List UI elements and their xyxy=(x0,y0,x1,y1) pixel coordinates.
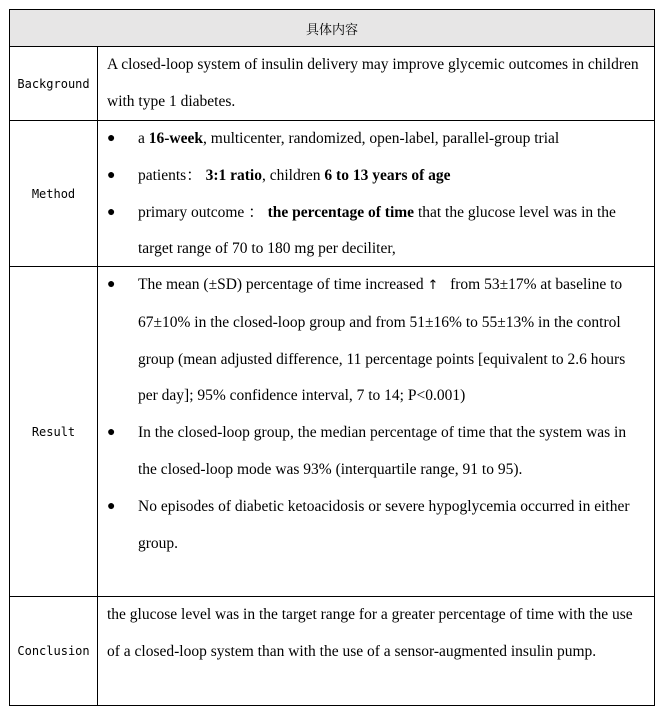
list-item: ● In the closed-loop group, the median percentage of time that the system was in the closed-loop mode was 93% (interquartile range, 91 to 95). xyxy=(107,415,646,489)
bullet-icon: ● xyxy=(107,425,116,441)
list-item: ● primary outcome ： the percentage of time that the glucose level was in the target range of 70 to 180 mg per deciliter, xyxy=(107,195,646,269)
row-conclusion xyxy=(10,597,654,705)
row-method xyxy=(10,121,654,267)
row-result xyxy=(10,267,654,597)
result-content xyxy=(98,267,654,596)
bullet-icon: ● xyxy=(107,277,116,292)
bullet-icon: ● xyxy=(107,498,116,514)
list-item: ● No episodes of diabetic ketoacidosis or severe hypoglycemia occurred in either group. xyxy=(107,489,646,563)
bullet-icon: ● xyxy=(107,167,116,183)
background-text: A closed-loop system of insulin delivery may improve glycemic outcomes in children with type 1 diabetes. xyxy=(107,56,639,110)
list-item: ● The mean (±SD) percentage of time increased ↑ from 53±17% at baseline to 67±10% in the closed-loop group and from 51±16% to 55±13% in the control group (mean adjusted difference, 11 percentage points [equivalent to 2.6 hours per day]; 95% confidence interval, 7 to 14; P<0.001) xyxy=(107,267,646,415)
row-label-conclusion: Conclusion xyxy=(10,597,98,705)
bullet-icon: ● xyxy=(107,131,116,146)
bullet-icon: ● xyxy=(107,204,116,220)
table-header: 具体内容 xyxy=(10,10,654,47)
row-label-background: Background xyxy=(10,47,98,120)
list-item: ● a 16-week, multicenter, randomized, open-label, parallel-group trial xyxy=(107,121,646,158)
row-label-result: Result xyxy=(10,267,98,596)
method-content xyxy=(98,121,654,266)
row-background xyxy=(10,47,654,121)
conclusion-text: the glucose level was in the target range for a greater percentage of time with the use of a closed-loop system than with the use of a sensor-augmented insulin pump. xyxy=(107,606,633,660)
arrow-up-icon: ↑ xyxy=(427,278,439,293)
summary-table xyxy=(9,9,655,706)
row-label-method: Method xyxy=(10,121,98,266)
list-item: ● patients： 3:1 ratio, children 6 to 13 years of age xyxy=(107,158,646,195)
